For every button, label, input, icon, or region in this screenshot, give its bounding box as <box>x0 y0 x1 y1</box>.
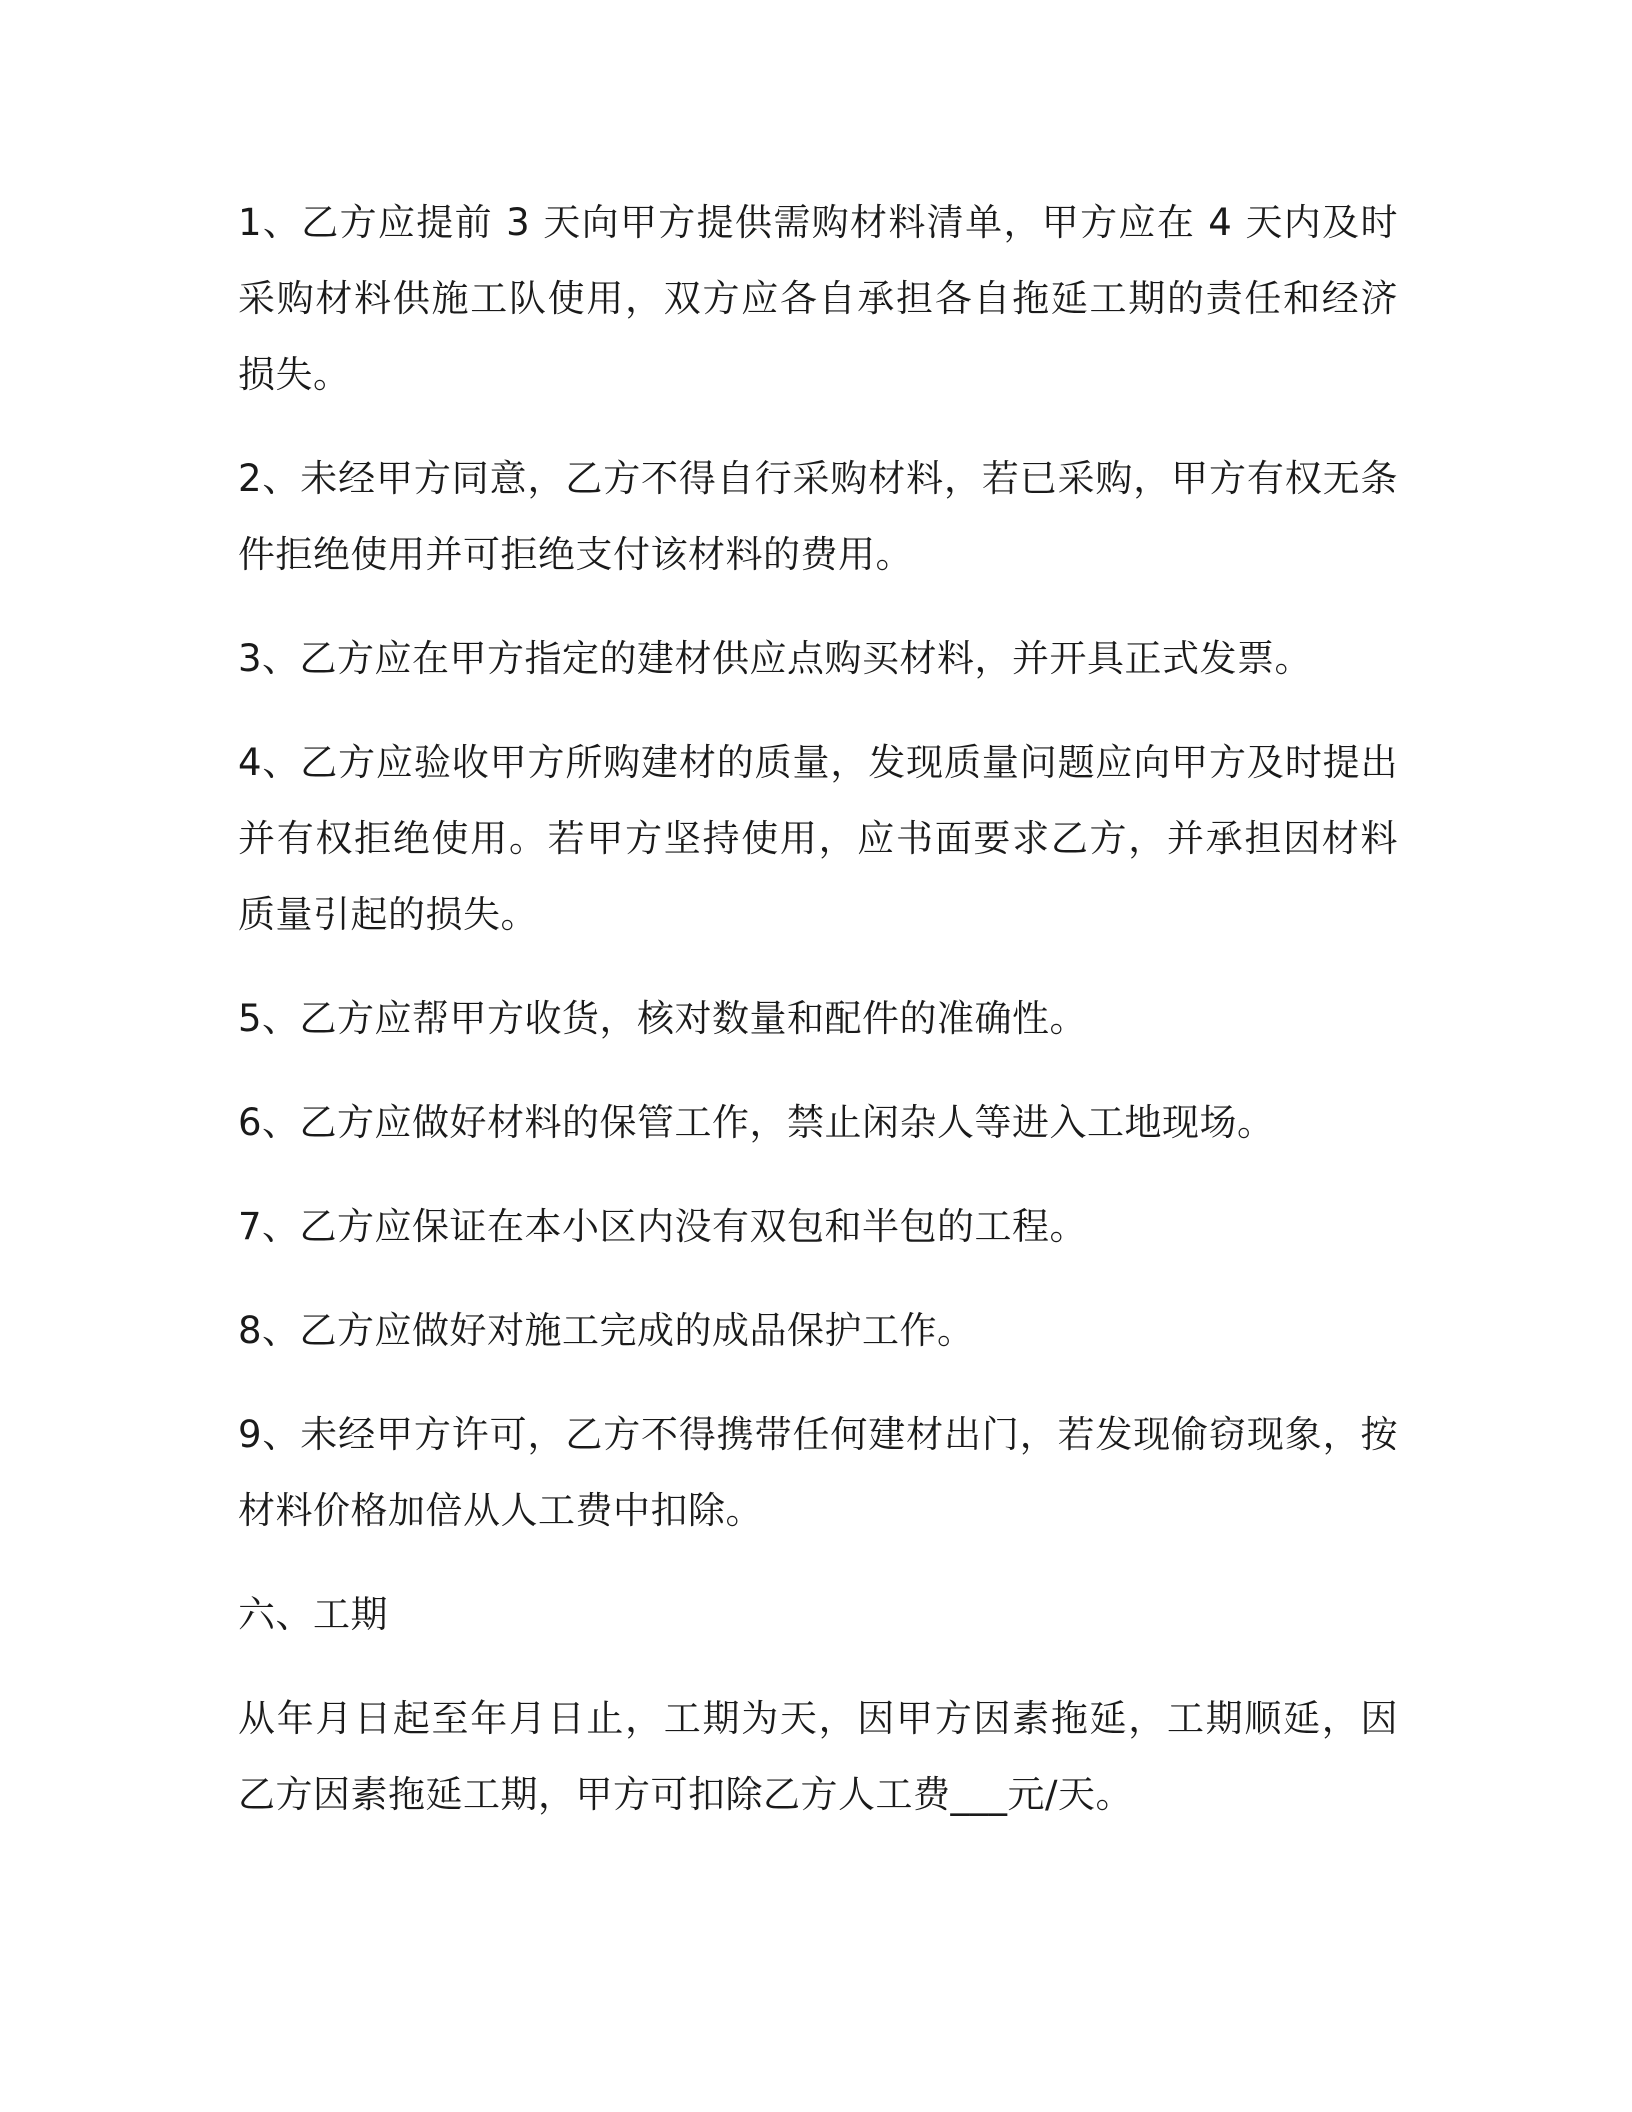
clause-9: 9、未经甲方许可，乙方不得携带任何建材出门，若发现偷窃现象，按材料价格加倍从人工费中扣除。 <box>238 1413 1398 1532</box>
clause-7: 7、乙方应保证在本小区内没有双包和半包的工程。 <box>238 1205 1088 1248</box>
clause-1: 1、乙方应提前 3 天向甲方提供需购材料清单，甲方应在 4 天内及时采购材料供施工队使用，双方应各自承担各自拖延工期的责任和经济损失。 <box>238 201 1398 396</box>
clause-3: 3、乙方应在甲方指定的建材供应点购买材料，并开具正式发票。 <box>238 637 1313 680</box>
clause-8: 8、乙方应做好对施工完成的成品保护工作。 <box>238 1309 975 1352</box>
clause-2: 2、未经甲方同意，乙方不得自行采购材料，若已采购，甲方有权无条件拒绝使用并可拒绝支付该材料的费用。 <box>238 457 1398 576</box>
clause-4: 4、乙方应验收甲方所购建材的质量，发现质量问题应向甲方及时提出并有权拒绝使用。若甲方坚持使用，应书面要求乙方，并承担因材料质量引起的损失。 <box>238 741 1398 936</box>
clause-5: 5、乙方应帮甲方收货，核对数量和配件的准确性。 <box>238 997 1088 1040</box>
document-body <box>238 185 1398 1861</box>
section-heading-schedule: 六、工期 <box>238 1593 388 1636</box>
clause-6: 6、乙方应做好材料的保管工作，禁止闲杂人等进入工地现场。 <box>238 1101 1275 1144</box>
schedule-paragraph: 从年月日起至年月日止，工期为天，因甲方因素拖延，工期顺延，因乙方因素拖延工期，甲方可扣除乙方人工费___元/天。 <box>238 1697 1398 1816</box>
